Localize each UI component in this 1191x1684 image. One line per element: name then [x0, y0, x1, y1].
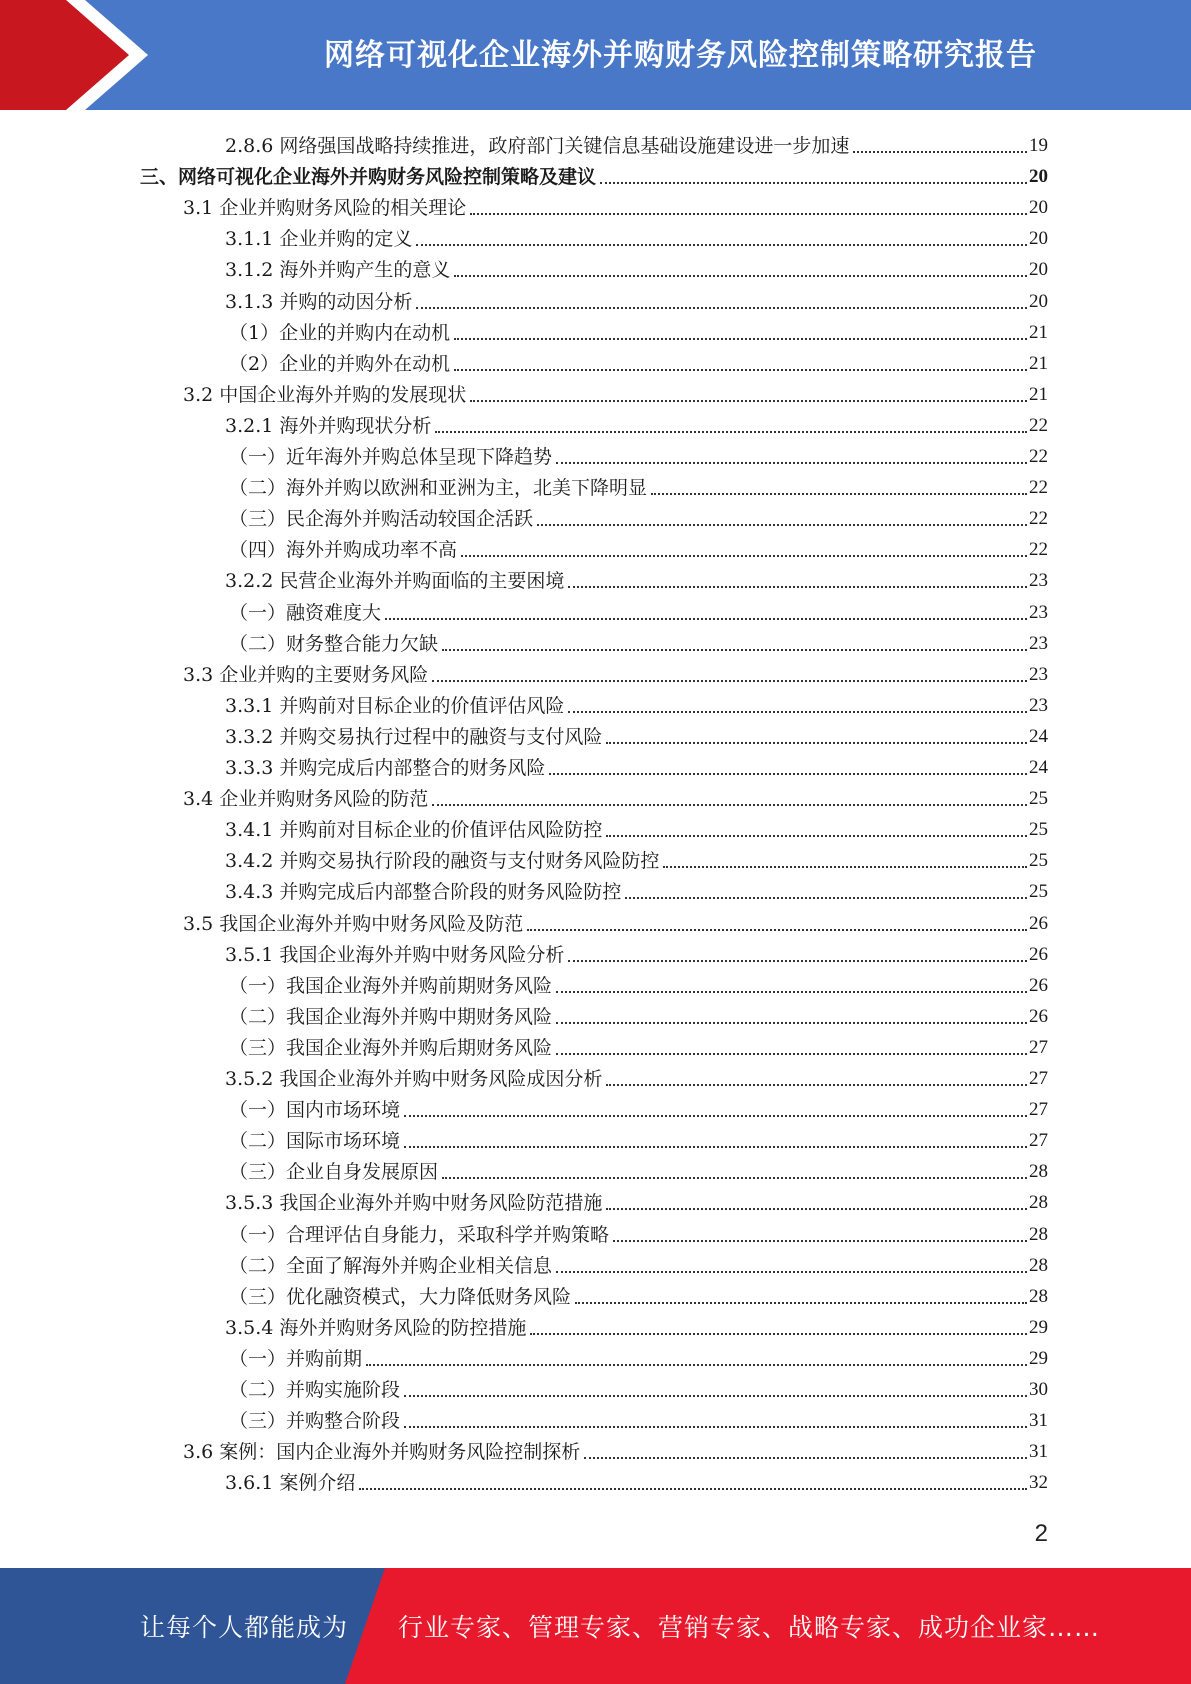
toc-entry-title: 3.1.1 企业并购的定义 — [225, 228, 413, 251]
toc-leader-dots — [853, 151, 1027, 153]
toc-entry-page: 20 — [1029, 290, 1048, 312]
toc-entry[interactable] — [225, 1184, 1048, 1215]
toc-leader-dots — [470, 400, 1027, 402]
toc-entry-title: 3.3 企业并购的主要财务风险 — [183, 663, 429, 686]
toc-entry[interactable] — [225, 936, 1048, 967]
footer-banner — [0, 1568, 1191, 1684]
toc-leader-dots — [663, 866, 1027, 868]
toc-entry-title: 3.5 我国企业海外并购中财务风险及防范 — [183, 912, 524, 935]
toc-entry-page: 25 — [1029, 788, 1048, 810]
toc-leader-dots — [385, 618, 1027, 620]
toc-entry[interactable] — [225, 1464, 1048, 1495]
toc-entry-page: 29 — [1029, 1316, 1048, 1338]
toc-entry-title: （四）海外并购成功率不高 — [229, 539, 458, 562]
toc-entry-page: 21 — [1029, 321, 1048, 343]
toc-entry-page: 23 — [1029, 663, 1048, 685]
toc-entry-title: 三、网络可视化企业海外并购财务风险控制策略及建议 — [140, 166, 597, 189]
toc-entry[interactable] — [229, 345, 1048, 376]
toc-entry[interactable] — [225, 127, 1048, 158]
toc-entry-title: 3.4.1 并购前对目标企业的价值评估风险防控 — [225, 819, 603, 842]
toc-entry[interactable] — [229, 314, 1048, 345]
toc-entry-title: （二）我国企业海外并购中期财务风险 — [229, 1005, 553, 1028]
toc-entry-page: 27 — [1029, 1036, 1048, 1058]
toc-leader-dots — [366, 1364, 1027, 1366]
toc-entry-page: 26 — [1029, 974, 1048, 996]
page-number: 2 — [1034, 1520, 1048, 1547]
toc-leader-dots — [442, 649, 1027, 651]
toc-entry-page: 23 — [1029, 601, 1048, 623]
toc-entry-page: 32 — [1029, 1472, 1048, 1494]
toc-entry[interactable] — [225, 687, 1048, 718]
toc-entry[interactable] — [229, 1371, 1048, 1402]
toc-entry-title: 3.1.2 海外并购产生的意义 — [225, 259, 451, 282]
toc-entry-page: 26 — [1029, 943, 1048, 965]
toc-entry-title: 3.5.1 我国企业海外并购中财务风险分析 — [225, 943, 565, 966]
toc-entry-title: （一）融资难度大 — [229, 601, 382, 624]
toc-entry[interactable] — [225, 407, 1048, 438]
toc-entry-page: 22 — [1029, 539, 1048, 561]
toc-entry-page: 22 — [1029, 446, 1048, 467]
toc-entry[interactable] — [225, 873, 1048, 904]
toc-entry[interactable] — [225, 562, 1048, 593]
toc-entry-title: 3.5.3 我国企业海外并购中财务风险防范措施 — [225, 1192, 603, 1215]
toc-entry-page: 23 — [1029, 570, 1048, 592]
toc-leader-dots — [600, 182, 1027, 184]
toc-entry-page: 28 — [1029, 1285, 1048, 1307]
toc-entry[interactable] — [225, 749, 1048, 780]
toc-leader-dots — [556, 991, 1027, 993]
toc-entry-page: 20 — [1029, 259, 1048, 281]
toc-entry-page: 31 — [1029, 1441, 1048, 1463]
toc-entry-page: 20 — [1029, 197, 1048, 219]
toc-leader-dots — [606, 1084, 1027, 1086]
toc-leader-dots — [432, 804, 1027, 806]
toc-entry-title: （三）优化融资模式，大力降低财务风险 — [229, 1285, 572, 1308]
toc-leader-dots — [530, 1333, 1027, 1335]
footer-slogan-right: 行业专家、管理专家、营销专家、战略专家、成功企业家…… — [398, 1613, 1101, 1642]
toc-entry[interactable] — [225, 251, 1048, 282]
toc-leader-dots — [606, 1208, 1027, 1210]
toc-leader-dots — [613, 1240, 1027, 1242]
toc-entry-page: 28 — [1029, 1254, 1048, 1276]
toc-entry-page: 28 — [1029, 1192, 1048, 1214]
toc-entry[interactable] — [229, 1247, 1048, 1278]
toc-leader-dots — [461, 555, 1027, 557]
toc-entry-page: 19 — [1029, 135, 1048, 156]
toc-leader-dots — [584, 1457, 1027, 1459]
toc-leader-dots — [404, 1146, 1027, 1148]
toc-leader-dots — [568, 711, 1027, 713]
toc-entry-title: 3.5.4 海外并购财务风险的防控措施 — [225, 1316, 527, 1339]
toc-entry[interactable] — [229, 998, 1048, 1029]
toc-entry-title: （二）国际市场环境 — [229, 1130, 401, 1153]
toc-leader-dots — [537, 524, 1027, 526]
toc-entry[interactable] — [225, 283, 1048, 314]
toc-leader-dots — [454, 338, 1027, 340]
toc-leader-dots — [404, 1115, 1027, 1117]
toc-entry-title: （二）财务整合能力欠缺 — [229, 632, 439, 655]
toc-entry-title: （二）全面了解海外并购企业相关信息 — [229, 1254, 553, 1277]
toc-entry[interactable] — [229, 1402, 1048, 1433]
toc-leader-dots — [404, 1426, 1027, 1428]
toc-entry[interactable] — [183, 1433, 1048, 1464]
toc-entry-page: 27 — [1029, 1068, 1048, 1089]
toc-entry[interactable] — [140, 158, 1048, 189]
toc-entry[interactable] — [229, 1340, 1048, 1371]
toc-leader-dots — [556, 1022, 1027, 1024]
toc-entry-page: 28 — [1029, 1161, 1048, 1183]
toc-entry[interactable] — [229, 1122, 1048, 1153]
toc-leader-dots — [556, 1053, 1027, 1055]
toc-leader-dots — [625, 897, 1027, 899]
toc-entry[interactable] — [229, 438, 1048, 469]
toc-entry[interactable] — [225, 220, 1048, 251]
toc-entry-page: 28 — [1029, 1223, 1048, 1245]
toc-leader-dots — [359, 1488, 1027, 1490]
arrow-fill — [0, 0, 129, 110]
toc-leader-dots — [549, 773, 1027, 775]
toc-entry-title: （二）海外并购以欧洲和亚洲为主，北美下降明显 — [229, 477, 648, 500]
toc-leader-dots — [404, 1395, 1027, 1397]
toc-leader-dots — [527, 929, 1027, 931]
toc-leader-dots — [435, 431, 1027, 433]
toc-entry-title: 3.3.3 并购完成后内部整合的财务风险 — [225, 757, 546, 779]
toc-entry-title: 3.2 中国企业海外并购的发展现状 — [183, 383, 467, 406]
toc-entry[interactable] — [229, 625, 1048, 656]
toc-entry-title: 3.3.1 并购前对目标企业的价值评估风险 — [225, 694, 565, 717]
toc-leader-dots — [432, 680, 1027, 682]
toc-entry-page: 27 — [1029, 1099, 1048, 1121]
toc-entry-title: 3.2.2 民营企业海外并购面临的主要困境 — [225, 570, 565, 593]
toc-entry-title: （2）企业的并购外在动机 — [229, 352, 451, 375]
header-arrow-icon — [0, 0, 160, 110]
toc-leader-dots — [556, 462, 1027, 464]
toc-entry[interactable] — [229, 1278, 1048, 1309]
toc-leader-dots — [651, 493, 1027, 495]
toc-entry-title: （三）并购整合阶段 — [229, 1410, 401, 1433]
toc-entry[interactable] — [225, 842, 1048, 873]
toc-entry-title: （一）并购前期 — [229, 1347, 363, 1370]
toc-entry-page: 22 — [1029, 508, 1048, 530]
toc-leader-dots — [568, 586, 1027, 588]
toc-entry[interactable] — [183, 656, 1048, 687]
toc-entry[interactable] — [225, 1309, 1048, 1340]
toc-entry-title: （1）企业的并购内在动机 — [229, 321, 451, 344]
toc-entry-page: 29 — [1029, 1347, 1048, 1369]
toc-entry-title: 3.4.3 并购完成后内部整合阶段的财务风险防控 — [225, 881, 622, 904]
toc-entry-page: 30 — [1029, 1379, 1048, 1400]
report-header — [0, 0, 1191, 110]
toc-leader-dots — [416, 244, 1027, 246]
toc-entry-title: （三）我国企业海外并购后期财务风险 — [229, 1036, 553, 1059]
toc-leader-dots — [606, 742, 1027, 744]
toc-entry-title: 3.1 企业并购财务风险的相关理论 — [183, 197, 467, 220]
toc-entry-title: 3.3.2 并购交易执行过程中的融资与支付风险 — [225, 725, 603, 748]
toc-entry[interactable] — [183, 905, 1048, 936]
toc-entry-title: （一）国内市场环境 — [229, 1099, 401, 1122]
toc-entry[interactable] — [229, 967, 1048, 998]
toc-leader-dots — [470, 213, 1027, 215]
toc-entry-page: 24 — [1029, 757, 1048, 778]
toc-entry-page: 22 — [1029, 477, 1048, 499]
toc-entry-page: 26 — [1029, 1005, 1048, 1027]
toc-entry[interactable] — [229, 469, 1048, 500]
toc-entry[interactable] — [183, 189, 1048, 220]
toc-entry-title: 2.8.6 网络强国战略持续推进，政府部门关键信息基础设施建设进一步加速 — [225, 135, 850, 157]
toc-entry[interactable] — [229, 1029, 1048, 1060]
toc-entry-title: 3.4.2 并购交易执行阶段的融资与支付财务风险防控 — [225, 850, 660, 873]
toc-entry-page: 23 — [1029, 694, 1048, 716]
toc-entry[interactable] — [229, 1153, 1048, 1184]
toc-entry-title: 3.4 企业并购财务风险的防范 — [183, 788, 429, 811]
toc-entry-title: 3.6.1 案例介绍 — [225, 1472, 356, 1495]
toc-leader-dots — [606, 835, 1027, 837]
toc-leader-dots — [416, 307, 1027, 309]
toc-entry-page: 25 — [1029, 850, 1048, 872]
toc-entry-page: 27 — [1029, 1130, 1048, 1152]
toc-leader-dots — [454, 369, 1027, 371]
toc-entry-page: 20 — [1029, 228, 1048, 250]
toc-entry-title: （一）我国企业海外并购前期财务风险 — [229, 974, 553, 997]
toc-leader-dots — [575, 1302, 1027, 1304]
footer-slogan-left: 让每个人都能成为 — [140, 1613, 349, 1642]
toc-entry[interactable] — [225, 811, 1048, 842]
toc-leader-dots — [454, 275, 1027, 277]
toc-entry-page: 23 — [1029, 632, 1048, 654]
toc-entry-title: （三）企业自身发展原因 — [229, 1161, 439, 1184]
toc-entry[interactable] — [229, 1091, 1048, 1122]
toc-entry-page: 24 — [1029, 725, 1048, 747]
toc-entry-page: 21 — [1029, 383, 1048, 405]
toc-leader-dots — [442, 1177, 1027, 1179]
toc-entry[interactable] — [229, 594, 1048, 625]
toc-entry[interactable] — [225, 718, 1048, 749]
toc-entry-title: 3.5.2 我国企业海外并购中财务风险成因分析 — [225, 1068, 603, 1090]
toc-leader-dots — [568, 960, 1027, 962]
toc-entry[interactable] — [183, 780, 1048, 811]
toc-entry-title: （二）并购实施阶段 — [229, 1379, 401, 1401]
toc-entry-page: 20 — [1029, 166, 1048, 188]
toc-entry-title: 3.6 案例：国内企业海外并购财务风险控制探析 — [183, 1441, 581, 1464]
toc-entry-page: 26 — [1029, 912, 1048, 934]
toc-entry[interactable] — [225, 1060, 1048, 1091]
toc-entry[interactable] — [183, 376, 1048, 407]
toc-entry-page: 31 — [1029, 1410, 1048, 1432]
toc-entry-page: 25 — [1029, 881, 1048, 903]
toc-entry-page: 21 — [1029, 352, 1048, 374]
toc-entry-title: （一）近年海外并购总体呈现下降趋势 — [229, 446, 553, 468]
toc-leader-dots — [556, 1271, 1027, 1273]
toc-entry-page: 25 — [1029, 819, 1048, 841]
toc-entry[interactable] — [229, 1216, 1048, 1247]
report-title: 网络可视化企业海外并购财务风险控制策略研究报告 — [324, 38, 1037, 73]
toc-entry-page: 22 — [1029, 414, 1048, 436]
toc-entry[interactable] — [229, 500, 1048, 531]
toc-entry-title: （三）民企海外并购活动较国企活跃 — [229, 508, 534, 531]
toc-entry[interactable] — [229, 531, 1048, 562]
toc-entry-title: 3.1.3 并购的动因分析 — [225, 290, 413, 313]
toc-entry-title: 3.2.1 海外并购现状分析 — [225, 414, 432, 437]
toc-entry-title: （一）合理评估自身能力，采取科学并购策略 — [229, 1223, 610, 1246]
